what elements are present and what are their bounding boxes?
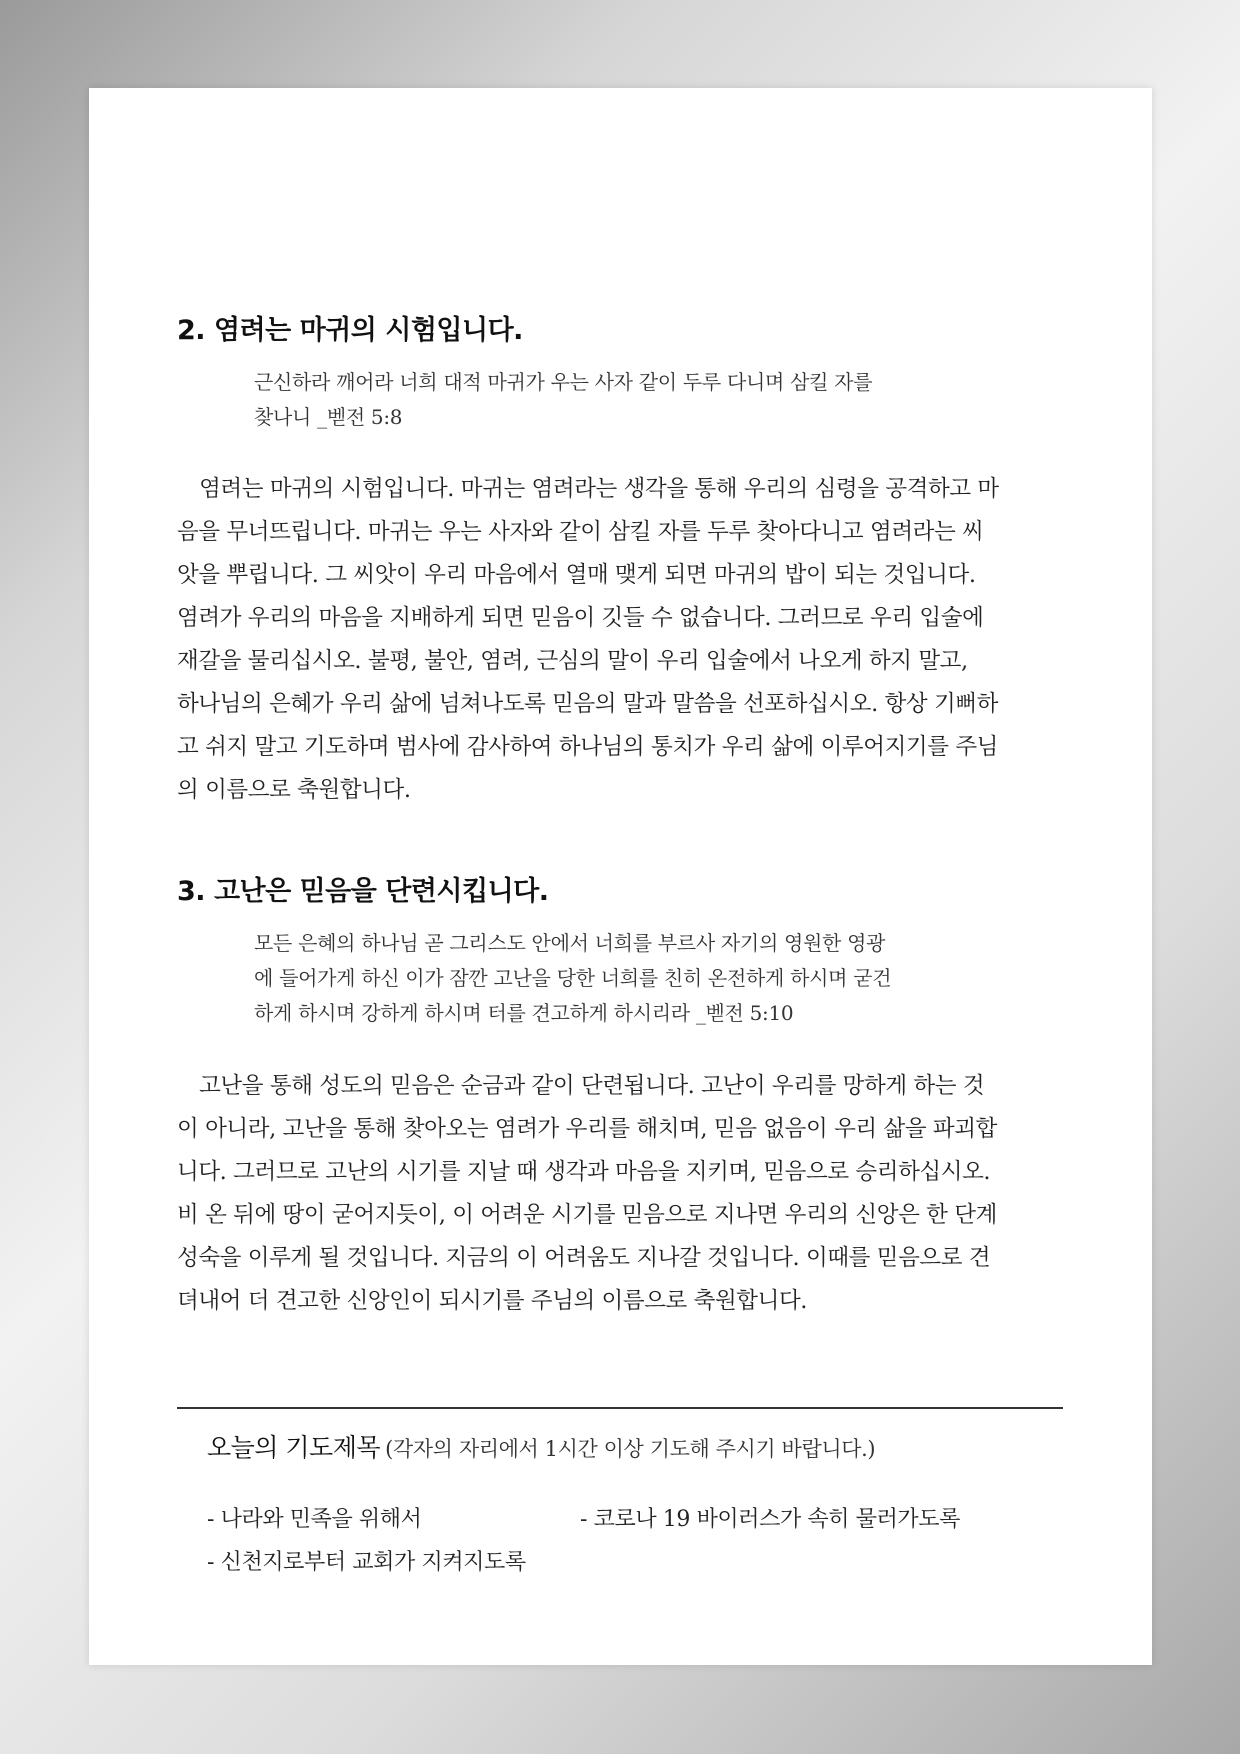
- prayer-heading: [207, 1428, 875, 1464]
- body-line: 고난을 통해 성도의 믿음은 순금과 같이 단련됩니다. 고난이 우리를 망하게 하는 것: [177, 1073, 985, 1099]
- section-2-verse: [254, 365, 1014, 435]
- body-line: 고 쉬지 말고 기도하며 범사에 감사하여 하나님의 통치가 우리 삶에 이루어지기를 주님: [177, 734, 998, 760]
- body-line: 이 아니라, 고난을 통해 찾아오는 염려가 우리를 해치며, 믿음 없음이 우리 삶을 파괴합: [177, 1116, 997, 1142]
- section-3-verse: [254, 926, 1014, 1031]
- section-2-title: 2. 염려는 마귀의 시험입니다.: [177, 315, 523, 346]
- prayer-title: 오늘의 기도제목: [207, 1433, 380, 1462]
- verse-line: 에 들어가게 하신 이가 잠깐 고난을 당한 너희를 친히 온전하게 하시며 굳건: [254, 966, 892, 990]
- body-line: 니다. 그러므로 고난의 시기를 지날 때 생각과 마음을 지키며, 믿음으로 승리하십시오.: [177, 1159, 991, 1185]
- verse-line: 모든 은혜의 하나님 곧 그리스도 안에서 너희를 부르사 자기의 영원한 영광: [254, 931, 886, 955]
- body-line: 의 이름으로 축원합니다.: [177, 777, 411, 803]
- prayer-item: - 나라와 민족을 위해서: [207, 1507, 422, 1532]
- prayer-note: (각자의 자리에서 1시간 이상 기도해 주시기 바랍니다.): [385, 1437, 876, 1461]
- body-line: 비 온 뒤에 땅이 굳어지듯이, 이 어려운 시기를 믿음으로 지나면 우리의 신앙은 한 단계: [177, 1202, 997, 1228]
- body-line: 앗을 뿌립니다. 그 씨앗이 우리 마음에서 열매 맺게 되면 마귀의 밥이 되는 것입니다.: [177, 562, 976, 588]
- body-line: 음을 무너뜨립니다. 마귀는 우는 사자와 같이 삼킬 자를 두루 찾아다니고 염려라는 씨: [177, 519, 984, 545]
- body-line: 염려는 마귀의 시험입니다. 마귀는 염려라는 생각을 통해 우리의 심령을 공격하고 마: [177, 476, 999, 502]
- body-line: 뎌내어 더 견고한 신앙인이 되시기를 주님의 이름으로 축원합니다.: [177, 1288, 808, 1314]
- prayer-item: - 코로나 19 바이러스가 속히 물러가도록: [580, 1507, 960, 1532]
- body-line: 하나님의 은혜가 우리 삶에 넘쳐나도록 믿음의 말과 말씀을 선포하십시오. 항상 기뻐하: [177, 691, 998, 717]
- section-3-body: [177, 1065, 1065, 1323]
- body-line: 성숙을 이루게 될 것입니다. 지금의 이 어려움도 지나갈 것입니다. 이때를 믿음으로 견: [177, 1245, 991, 1271]
- divider: [177, 1407, 1063, 1409]
- verse-line: 하게 하시며 강하게 하시며 터를 견고하게 하시리라 _벧전 5:10: [254, 1001, 794, 1025]
- verse-line: 근신하라 깨어라 너희 대적 마귀가 우는 사자 같이 두루 다니며 삼킬 자를: [254, 370, 873, 394]
- body-line: 염려가 우리의 마음을 지배하게 되면 믿음이 깃들 수 없습니다. 그러므로 우리 입술에: [177, 605, 984, 631]
- body-line: 재갈을 물리십시오. 불평, 불안, 염려, 근심의 말이 우리 입술에서 나오게 하지 말고,: [177, 648, 968, 674]
- section-2-body: [177, 468, 1065, 812]
- section-3-title: 3. 고난은 믿음을 단련시킵니다.: [177, 876, 549, 907]
- document-page: [89, 88, 1152, 1665]
- prayer-item: - 신천지로부터 교회가 지켜지도록: [207, 1550, 526, 1575]
- verse-line: 찾나니 _벧전 5:8: [254, 405, 403, 429]
